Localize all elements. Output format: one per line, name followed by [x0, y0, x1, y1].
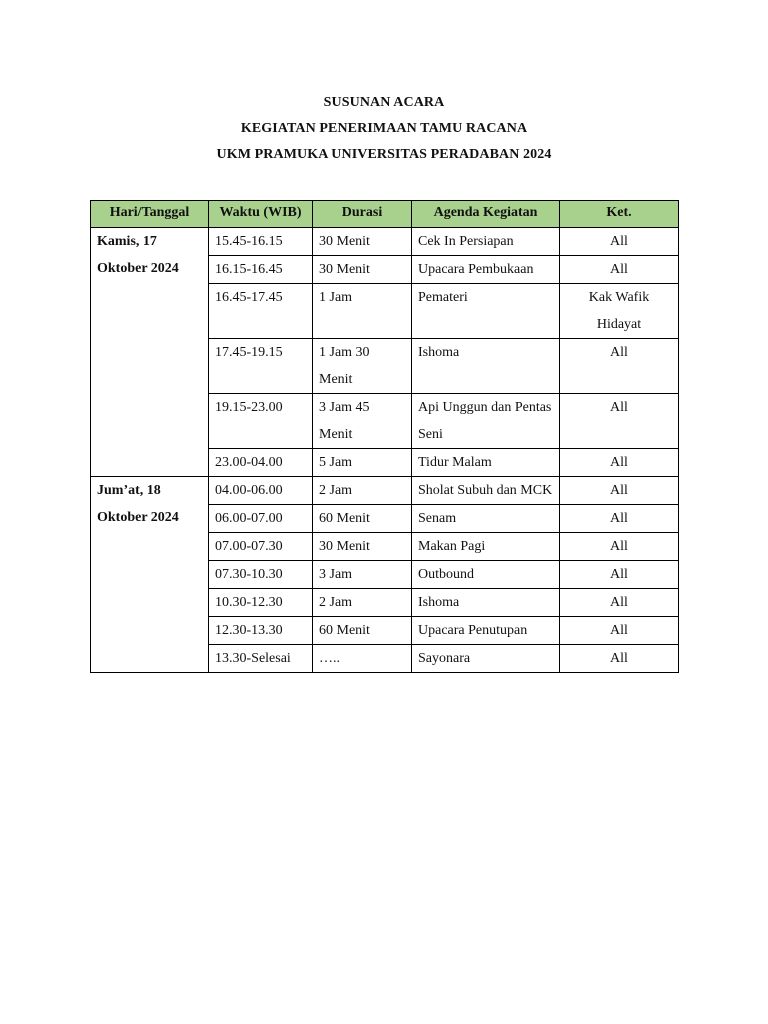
table-row	[91, 228, 679, 256]
agenda-cell: Ishoma	[412, 339, 560, 394]
title-line-2: KEGIATAN PENERIMAAN TAMU RACANA	[240, 121, 528, 136]
time-cell: 12.30-13.30	[209, 617, 313, 645]
duration-cell: 2 Jam	[313, 477, 412, 505]
ket-cell: Kak Wafik Hidayat	[560, 284, 679, 339]
ket-cell: All	[560, 617, 679, 645]
agenda-cell: Makan Pagi	[412, 533, 560, 561]
table-row	[91, 477, 679, 505]
title-line-3: UKM PRAMUKA UNIVERSITAS PERADABAN 2024	[216, 147, 552, 162]
column-header-agenda: Agenda Kegiatan	[412, 201, 560, 228]
time-cell: 16.45-17.45	[209, 284, 313, 339]
agenda-cell: Senam	[412, 505, 560, 533]
ket-cell: All	[560, 394, 679, 449]
duration-cell: 1 Jam	[313, 284, 412, 339]
column-header-day: Hari/Tanggal	[91, 201, 209, 228]
time-cell: 19.15-23.00	[209, 394, 313, 449]
schedule-table	[90, 200, 679, 673]
ket-cell: All	[560, 505, 679, 533]
ket-cell: All	[560, 561, 679, 589]
agenda-cell: Tidur Malam	[412, 449, 560, 477]
agenda-cell: Ishoma	[412, 589, 560, 617]
time-cell: 16.15-16.45	[209, 256, 313, 284]
duration-cell: 1 Jam 30 Menit	[313, 339, 412, 394]
duration-cell: …..	[313, 645, 412, 673]
agenda-cell: Upacara Pembukaan	[412, 256, 560, 284]
ket-cell: All	[560, 645, 679, 673]
time-cell: 23.00-04.00	[209, 449, 313, 477]
duration-cell: 5 Jam	[313, 449, 412, 477]
document-title-block	[0, 90, 768, 168]
agenda-cell: Upacara Penutupan	[412, 617, 560, 645]
time-cell: 06.00-07.00	[209, 505, 313, 533]
ket-cell: All	[560, 589, 679, 617]
time-cell: 07.30-10.30	[209, 561, 313, 589]
table-header-row	[91, 201, 679, 228]
schedule-body	[91, 228, 679, 673]
day-label: Kamis, 17 Oktober 2024	[97, 234, 179, 276]
time-cell: 04.00-06.00	[209, 477, 313, 505]
column-header-ket: Ket.	[560, 201, 679, 228]
duration-cell: 60 Menit	[313, 505, 412, 533]
duration-cell: 30 Menit	[313, 533, 412, 561]
column-header-duration: Durasi	[313, 201, 412, 228]
agenda-cell: Api Unggun dan Pentas Seni	[412, 394, 560, 449]
ket-cell: All	[560, 449, 679, 477]
time-cell: 13.30-Selesai	[209, 645, 313, 673]
column-header-time: Waktu (WIB)	[209, 201, 313, 228]
duration-cell: 2 Jam	[313, 589, 412, 617]
ket-cell: All	[560, 339, 679, 394]
duration-cell: 30 Menit	[313, 228, 412, 256]
title-line-1: SUSUNAN ACARA	[323, 95, 445, 110]
duration-cell: 30 Menit	[313, 256, 412, 284]
ket-cell: All	[560, 477, 679, 505]
duration-cell: 3 Jam 45 Menit	[313, 394, 412, 449]
duration-cell: 3 Jam	[313, 561, 412, 589]
agenda-cell: Sholat Subuh dan MCK	[412, 477, 560, 505]
ket-cell: All	[560, 256, 679, 284]
ket-cell: All	[560, 228, 679, 256]
ket-cell: All	[560, 533, 679, 561]
day-cell	[91, 477, 209, 673]
time-cell: 10.30-12.30	[209, 589, 313, 617]
day-cell	[91, 228, 209, 477]
time-cell: 17.45-19.15	[209, 339, 313, 394]
agenda-cell: Outbound	[412, 561, 560, 589]
agenda-cell: Pemateri	[412, 284, 560, 339]
duration-cell: 60 Menit	[313, 617, 412, 645]
agenda-cell: Cek In Persiapan	[412, 228, 560, 256]
time-cell: 15.45-16.15	[209, 228, 313, 256]
agenda-cell: Sayonara	[412, 645, 560, 673]
day-label: Jum’at, 18 Oktober 2024	[97, 483, 179, 525]
time-cell: 07.00-07.30	[209, 533, 313, 561]
